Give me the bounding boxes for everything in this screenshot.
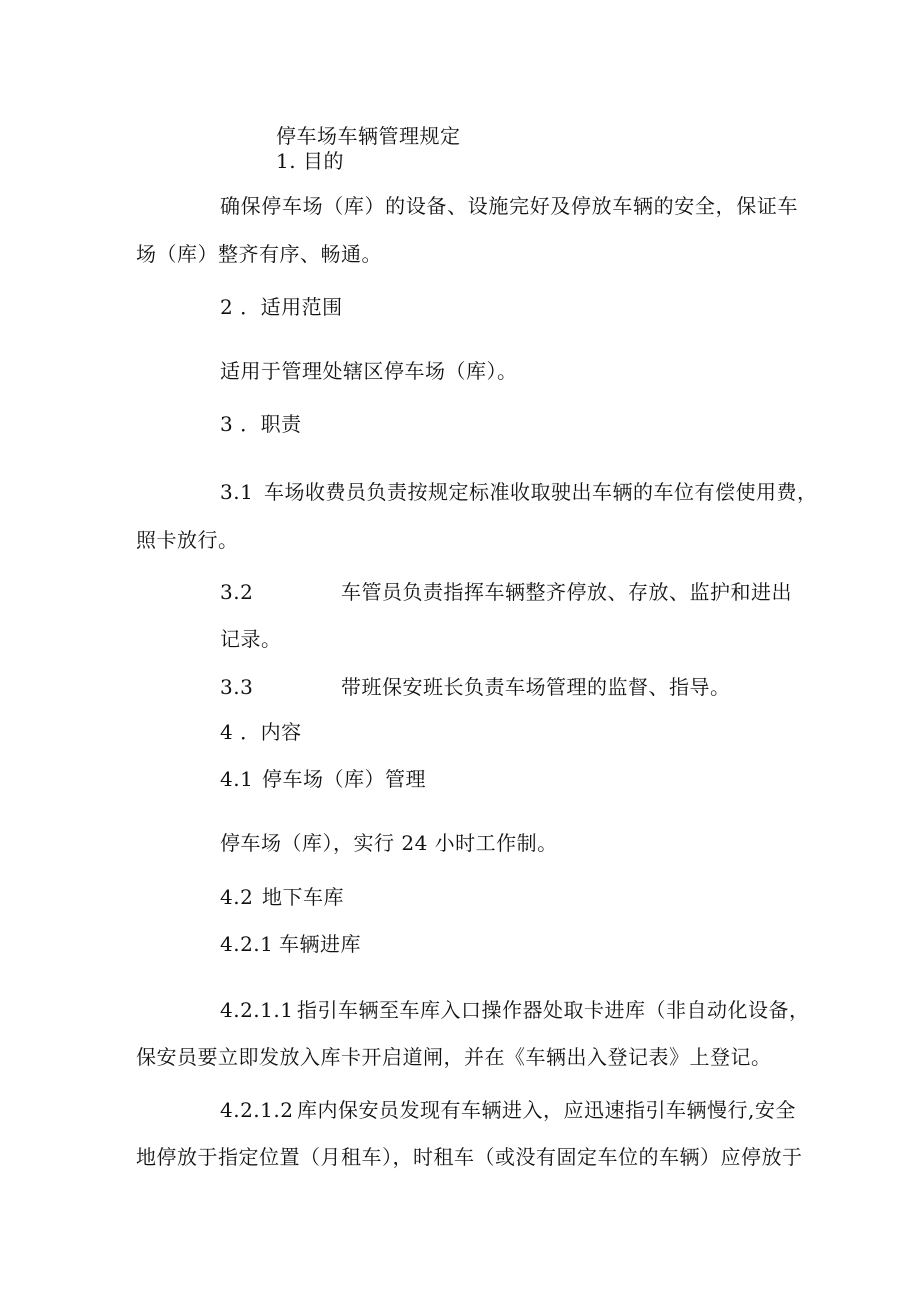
clause-4-2-title: 地下车库	[262, 885, 344, 909]
clause-3-2-line-2: 记录。	[220, 627, 282, 651]
clause-3-2-line-1: 车管员负责指挥车辆整齐停放、存放、监护和进出	[341, 580, 792, 604]
clause-4-2-1-number: 4.2.1	[220, 932, 274, 956]
clause-4-1-body: 停车场（库），实行 24 小时工作制。	[220, 831, 558, 855]
clause-4-2-1-2-number: 4.2.1.2	[220, 1098, 294, 1122]
clause-3-3-number: 3.3	[220, 675, 254, 699]
section-1-body-line-2: 场（库）整齐有序、畅通。	[136, 242, 382, 266]
section-3-heading: 3 ．职责	[220, 412, 302, 436]
clause-4-2-number: 4.2	[220, 885, 254, 909]
clause-3-3-line-1: 带班保安班长负责车场管理的监督、指导。	[341, 675, 731, 699]
clause-4-1-title: 停车场（库）管理	[262, 767, 426, 791]
clause-3-2-number: 3.2	[220, 580, 254, 604]
section-2-body: 适用于管理处辖区停车场（库）。	[220, 359, 518, 383]
section-1-heading: 1. 目的	[276, 149, 344, 173]
clause-4-2-1-title: 车辆进库	[279, 932, 361, 956]
clause-4-2-1-1-line-2: 保安员要立即发放入库卡开启道闸，并在《车辆出入登记表》上登记。	[136, 1045, 772, 1069]
clause-4-2-1-2-line-2: 地停放于指定位置（月租车），时租车（或没有固定车位的车辆）应停放于	[136, 1145, 803, 1169]
section-1-body-line-1: 确保停车场（库）的设备、设施完好及停放车辆的安全，保证车	[220, 194, 798, 218]
clause-4-1-number: 4.1	[220, 767, 254, 791]
section-4-heading: 4 ．内容	[220, 720, 302, 744]
clause-3-1-line-1: 车场收费员负责按规定标准收取驶出车辆的车位有偿使用费，	[264, 480, 818, 504]
clause-4-2-1-1-line-1: 指引车辆至车库入口操作器处取卡进库（非自动化设备，	[297, 998, 810, 1022]
clause-3-1-line-2: 照卡放行。	[136, 528, 239, 552]
section-2-heading: 2 ．适用范围	[220, 295, 343, 319]
clause-4-2-1-2-line-1: 库内保安员发现有车辆进入，应迅速指引车辆慢行,安全	[297, 1098, 796, 1122]
clause-4-2-1-1-number: 4.2.1.1	[220, 998, 294, 1022]
clause-3-1-number: 3.1	[220, 480, 254, 504]
document-title: 停车场车辆管理规定	[276, 124, 461, 148]
